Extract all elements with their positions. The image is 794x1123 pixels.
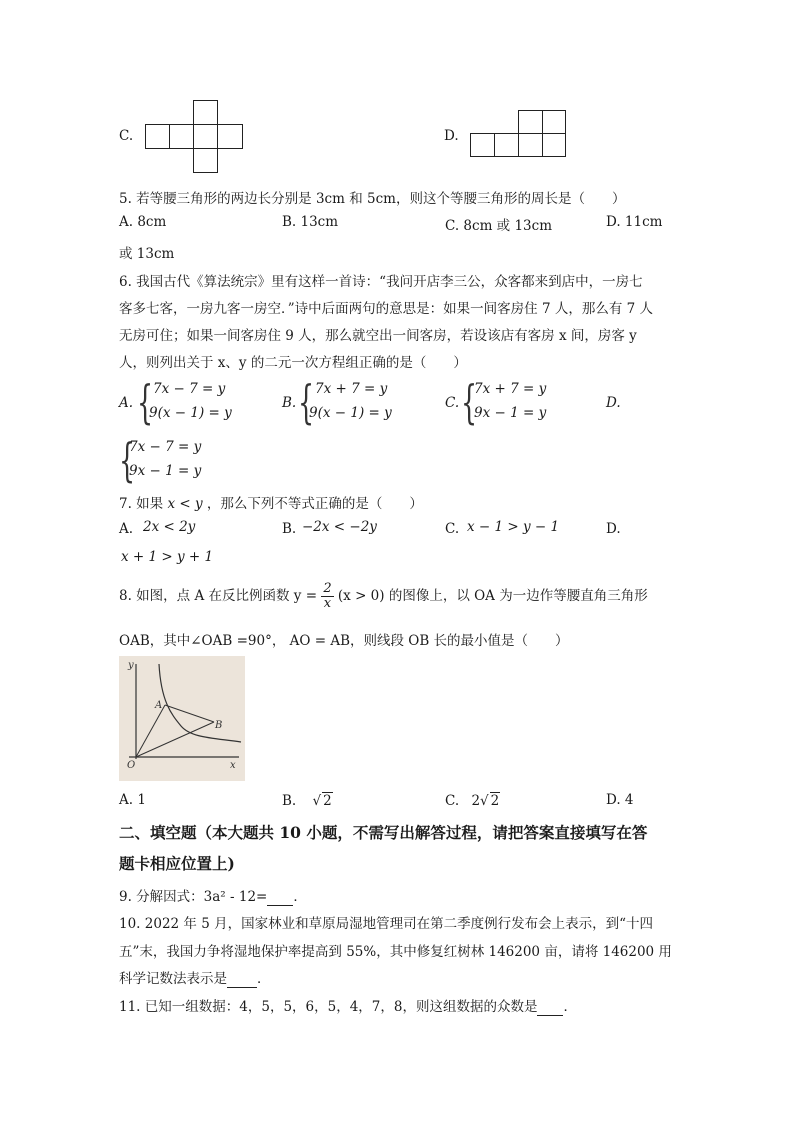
q7-option-b: −2x < −2y: [302, 519, 377, 535]
q8-stem-line-2: OAB，其中∠OAB =90°， AO = AB，则线段 OB 长的最小值是（ ）: [119, 633, 569, 649]
q6-option-b-brace: {: [298, 375, 315, 429]
section-2-heading-line-1: 二、填空题（本大题共 10 小题，不需写出解答过程，请把答案直接填写在答: [119, 823, 648, 842]
q8-function-graph-figure: [119, 656, 245, 781]
q7-option-a: 2x < 2y: [143, 519, 196, 535]
q7-stem: [119, 492, 423, 512]
q8-fraction-numerator: 2: [323, 581, 332, 596]
q8-stem-prefix: 8. 如图，点 A 在反比例函数 y =: [119, 588, 318, 604]
q7-option-d-label: D.: [606, 521, 621, 537]
q11-answer-blank: [537, 999, 563, 1016]
q7-option-b-label: B.: [282, 521, 297, 537]
q8-option-a: A. 1: [119, 792, 146, 808]
q11-question: [119, 995, 577, 1016]
q5-option-b: B. 13cm: [282, 214, 339, 230]
q7-stem-math: x < y: [167, 496, 203, 512]
q8-option-b: [282, 792, 333, 809]
q11-end: ．: [563, 999, 577, 1015]
q10-end: ．: [257, 971, 271, 987]
q8-option-d: D. 4: [606, 792, 634, 808]
q6-stem-line-3: 无房可住；如果一间客房住 9 人，那么就空出一间客房，若设该店有客房 x 间，房客 y: [119, 328, 637, 344]
q6-option-d-label: D.: [606, 395, 621, 411]
q6-option-c-label: C.: [445, 395, 460, 411]
q4-option-d-label: D.: [444, 128, 459, 144]
q5-stem: 5. 若等腰三角形的两边长分别是 3cm 和 5cm，则这个等腰三角形的周长是（ ）: [119, 191, 626, 207]
q8-fraction: [321, 582, 333, 611]
q7-option-d: x + 1 > y + 1: [121, 549, 214, 565]
q10-line-3-text: 科学记数法表示是: [119, 971, 227, 987]
q6-option-a-label: A.: [119, 395, 134, 411]
q6-stem-line-4: 人，则列出关于 x、y 的二元一次方程组正确的是（ ）: [119, 355, 467, 371]
q6-option-b-eq-2: 9(x − 1) = y: [309, 405, 392, 421]
q6-stem-line-1: 6. 我国古代《算法统宗》里有这样一首诗：“我问开店李三公，众客都来到店中，一房七: [119, 274, 643, 290]
q8-option-c-radicand: 2: [490, 793, 500, 809]
q6-option-a-brace: {: [137, 375, 154, 429]
q5-option-c: C. 8cm 或 13cm: [445, 218, 553, 234]
q8-origin-label: O: [127, 760, 136, 771]
q8-option-c: [445, 792, 500, 809]
q8-stem-line-1: [119, 582, 648, 611]
q6-option-b-eq-1: 7x + 7 = y: [315, 381, 388, 397]
q11-text: 11. 已知一组数据：4，5，5，6，5，4，7，8，则这组数据的众数是: [119, 999, 538, 1015]
q8-fraction-denominator: x: [323, 596, 332, 611]
q8-point-a-label: A: [155, 700, 163, 711]
q8-option-b-radical: √ 2: [312, 793, 332, 809]
q6-option-b-label: B.: [282, 395, 297, 411]
q8-y-axis-label: y: [128, 660, 134, 671]
q6-option-d-brace: {: [119, 433, 136, 487]
q8-option-c-label: C.: [445, 793, 460, 809]
q9-end: ．: [293, 889, 307, 905]
section-2-heading-line-2: 题卡相应位置上): [119, 854, 235, 873]
q10-line-1: 10. 2022 年 5 月，国家林业和草原局湿地管理司在第二季度例行发布会上表示，到“十四: [119, 916, 653, 932]
q7-option-a-label: A.: [119, 521, 134, 537]
q8-option-c-radical: √ 2: [480, 793, 500, 809]
q8-stem-middle: (x > 0) 的图像上，以 OA 为一边作等腰直角三角形: [337, 588, 648, 604]
q7-stem-suffix: ，那么下列不等式正确的是（ ）: [206, 496, 423, 512]
q6-option-c-eq-2: 9x − 1 = y: [474, 405, 547, 421]
q5-option-d-continued: 或 13cm: [119, 246, 175, 262]
q10-line-2: 五”末，我国力争将湿地保护率提高到 55%，其中修复红树林 146200 亩，请将 146200 用: [119, 944, 672, 960]
q9-text: 9. 分解因式：3a² - 12=: [119, 889, 268, 905]
q7-stem-prefix: 7. 如果: [119, 496, 164, 512]
q5-option-d: D. 11cm: [606, 214, 663, 230]
q7-option-c-label: C.: [445, 521, 460, 537]
q6-option-d-eq-1: 7x − 7 = y: [129, 439, 202, 455]
q7-option-c: x − 1 > y − 1: [467, 519, 560, 535]
q9-answer-blank: [267, 889, 293, 906]
q6-option-c-brace: {: [461, 375, 478, 429]
q6-option-d-eq-2: 9x − 1 = y: [129, 463, 202, 479]
q10-line-3: [119, 967, 271, 988]
q9-question: [119, 885, 307, 906]
q8-x-axis-label: x: [230, 760, 236, 771]
q8-figure-background: [119, 656, 245, 781]
q10-answer-blank: [227, 971, 257, 988]
q5-option-a: A. 8cm: [119, 214, 167, 230]
q8-option-b-radicand: 2: [323, 793, 332, 809]
q6-option-c-eq-1: 7x + 7 = y: [474, 381, 547, 397]
q8-option-c-coefficient: 2: [471, 793, 481, 809]
q6-option-a-eq-2: 9(x − 1) = y: [149, 405, 232, 421]
q8-option-b-label: B.: [282, 793, 297, 809]
q4-option-c-label: C.: [119, 128, 134, 144]
q6-stem-line-2: 客多七客，一房九客一房空．”诗中后面两句的意思是：如果一间客房住 7 人，那么有 7 人: [119, 301, 653, 317]
q6-option-a-eq-1: 7x − 7 = y: [153, 381, 226, 397]
q8-point-b-label: B: [215, 720, 223, 731]
